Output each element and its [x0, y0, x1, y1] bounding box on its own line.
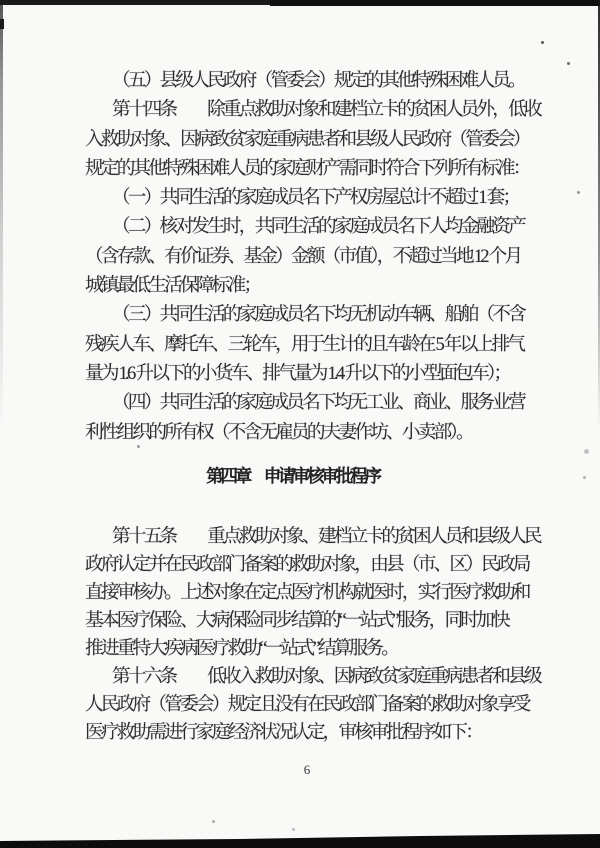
- text-line: 利性组织的所有权（不含无雇员的夫妻作坊、小卖部）。: [85, 421, 472, 443]
- text-line: （五）县级人民政府（管委会）规定的其他特殊困难人员。: [112, 70, 524, 91]
- scan-speck: [584, 449, 589, 454]
- text-line: 第十六条 低收入救助对象、因病致贫家庭重病患者和县级: [112, 666, 540, 687]
- text-line: 政府认定并在民政部门备案的救助对象，由县（市、区）民政局: [85, 554, 529, 575]
- body-text-upper: [85, 66, 555, 447]
- scan-speck: [577, 191, 580, 194]
- text-line: 城镇最低生活保障标准；: [85, 275, 260, 297]
- scan-artifact-left-blob: [0, 19, 4, 29]
- scan-artifact-top-edge-dark: [270, 0, 600, 6]
- scan-speck: [292, 828, 295, 831]
- text-line: （一）共同生活的家庭成员名下产权房屋总计不超过 1 套；: [112, 187, 519, 209]
- text-line: 量为 1.6 升以下的小货车、排气量为 1.4 升以下的小型面包车）；: [85, 362, 510, 384]
- text-line: 第十四条 除重点救助对象和建档立卡的贫困人员外，低收: [112, 99, 540, 121]
- text-line: 人民政府（管委会）规定且没有在民政部门备案的救助对象享受: [85, 694, 529, 715]
- text-line: 直接审核办。上述对象在定点医疗机构就医时，实行医疗救助和: [85, 582, 529, 603]
- text-line: （含存款、有价证券、基金）金额（市值），不超过当地 12 个月: [85, 245, 521, 267]
- text-line: 入救助对象、因病致贫家庭重病患者和县级人民政府（管委会）: [85, 128, 529, 150]
- scan-speck: [212, 820, 215, 823]
- scan-speck: [567, 62, 570, 65]
- text-line: 医疗救助需进行家庭经济状况认定，审核审批程序如下：: [85, 722, 482, 743]
- scan-artifact-bottom-edge: [0, 830, 600, 848]
- text-line: 基本医疗保险、大病保险同步结算的“一站式”服务，同时加快: [85, 610, 508, 631]
- text-line: 残疾人车、摩托车、三轮车，用于生计的且车龄在 5 年以上排气: [85, 333, 524, 355]
- page-number: 6: [303, 762, 311, 777]
- text-line: 规定的其他特殊困难人员的家庭财产需同时符合下列所有标准：: [85, 157, 529, 179]
- scan-artifact-left-edge: [0, 5, 3, 435]
- text-line: （二）核对发生时，共同生活的家庭成员名下人均金融资产: [112, 216, 524, 238]
- chapter-heading: 第四章 申请审核审批程序: [206, 466, 379, 486]
- text-line: 推进重特大疾病医疗救助“一站式”结算服务。: [85, 638, 398, 659]
- text-line: （三）共同生活的家庭成员名下均无机动车辆、船舶（不含: [112, 304, 524, 326]
- scan-speck: [541, 41, 544, 44]
- text-line: 第十五条 重点救助对象、建档立卡的贫困人员和县级人民: [112, 526, 540, 547]
- body-text-lower: [85, 523, 555, 747]
- text-line: （四）共同生活的家庭成员名下均无工业、商业、服务业营: [112, 392, 524, 414]
